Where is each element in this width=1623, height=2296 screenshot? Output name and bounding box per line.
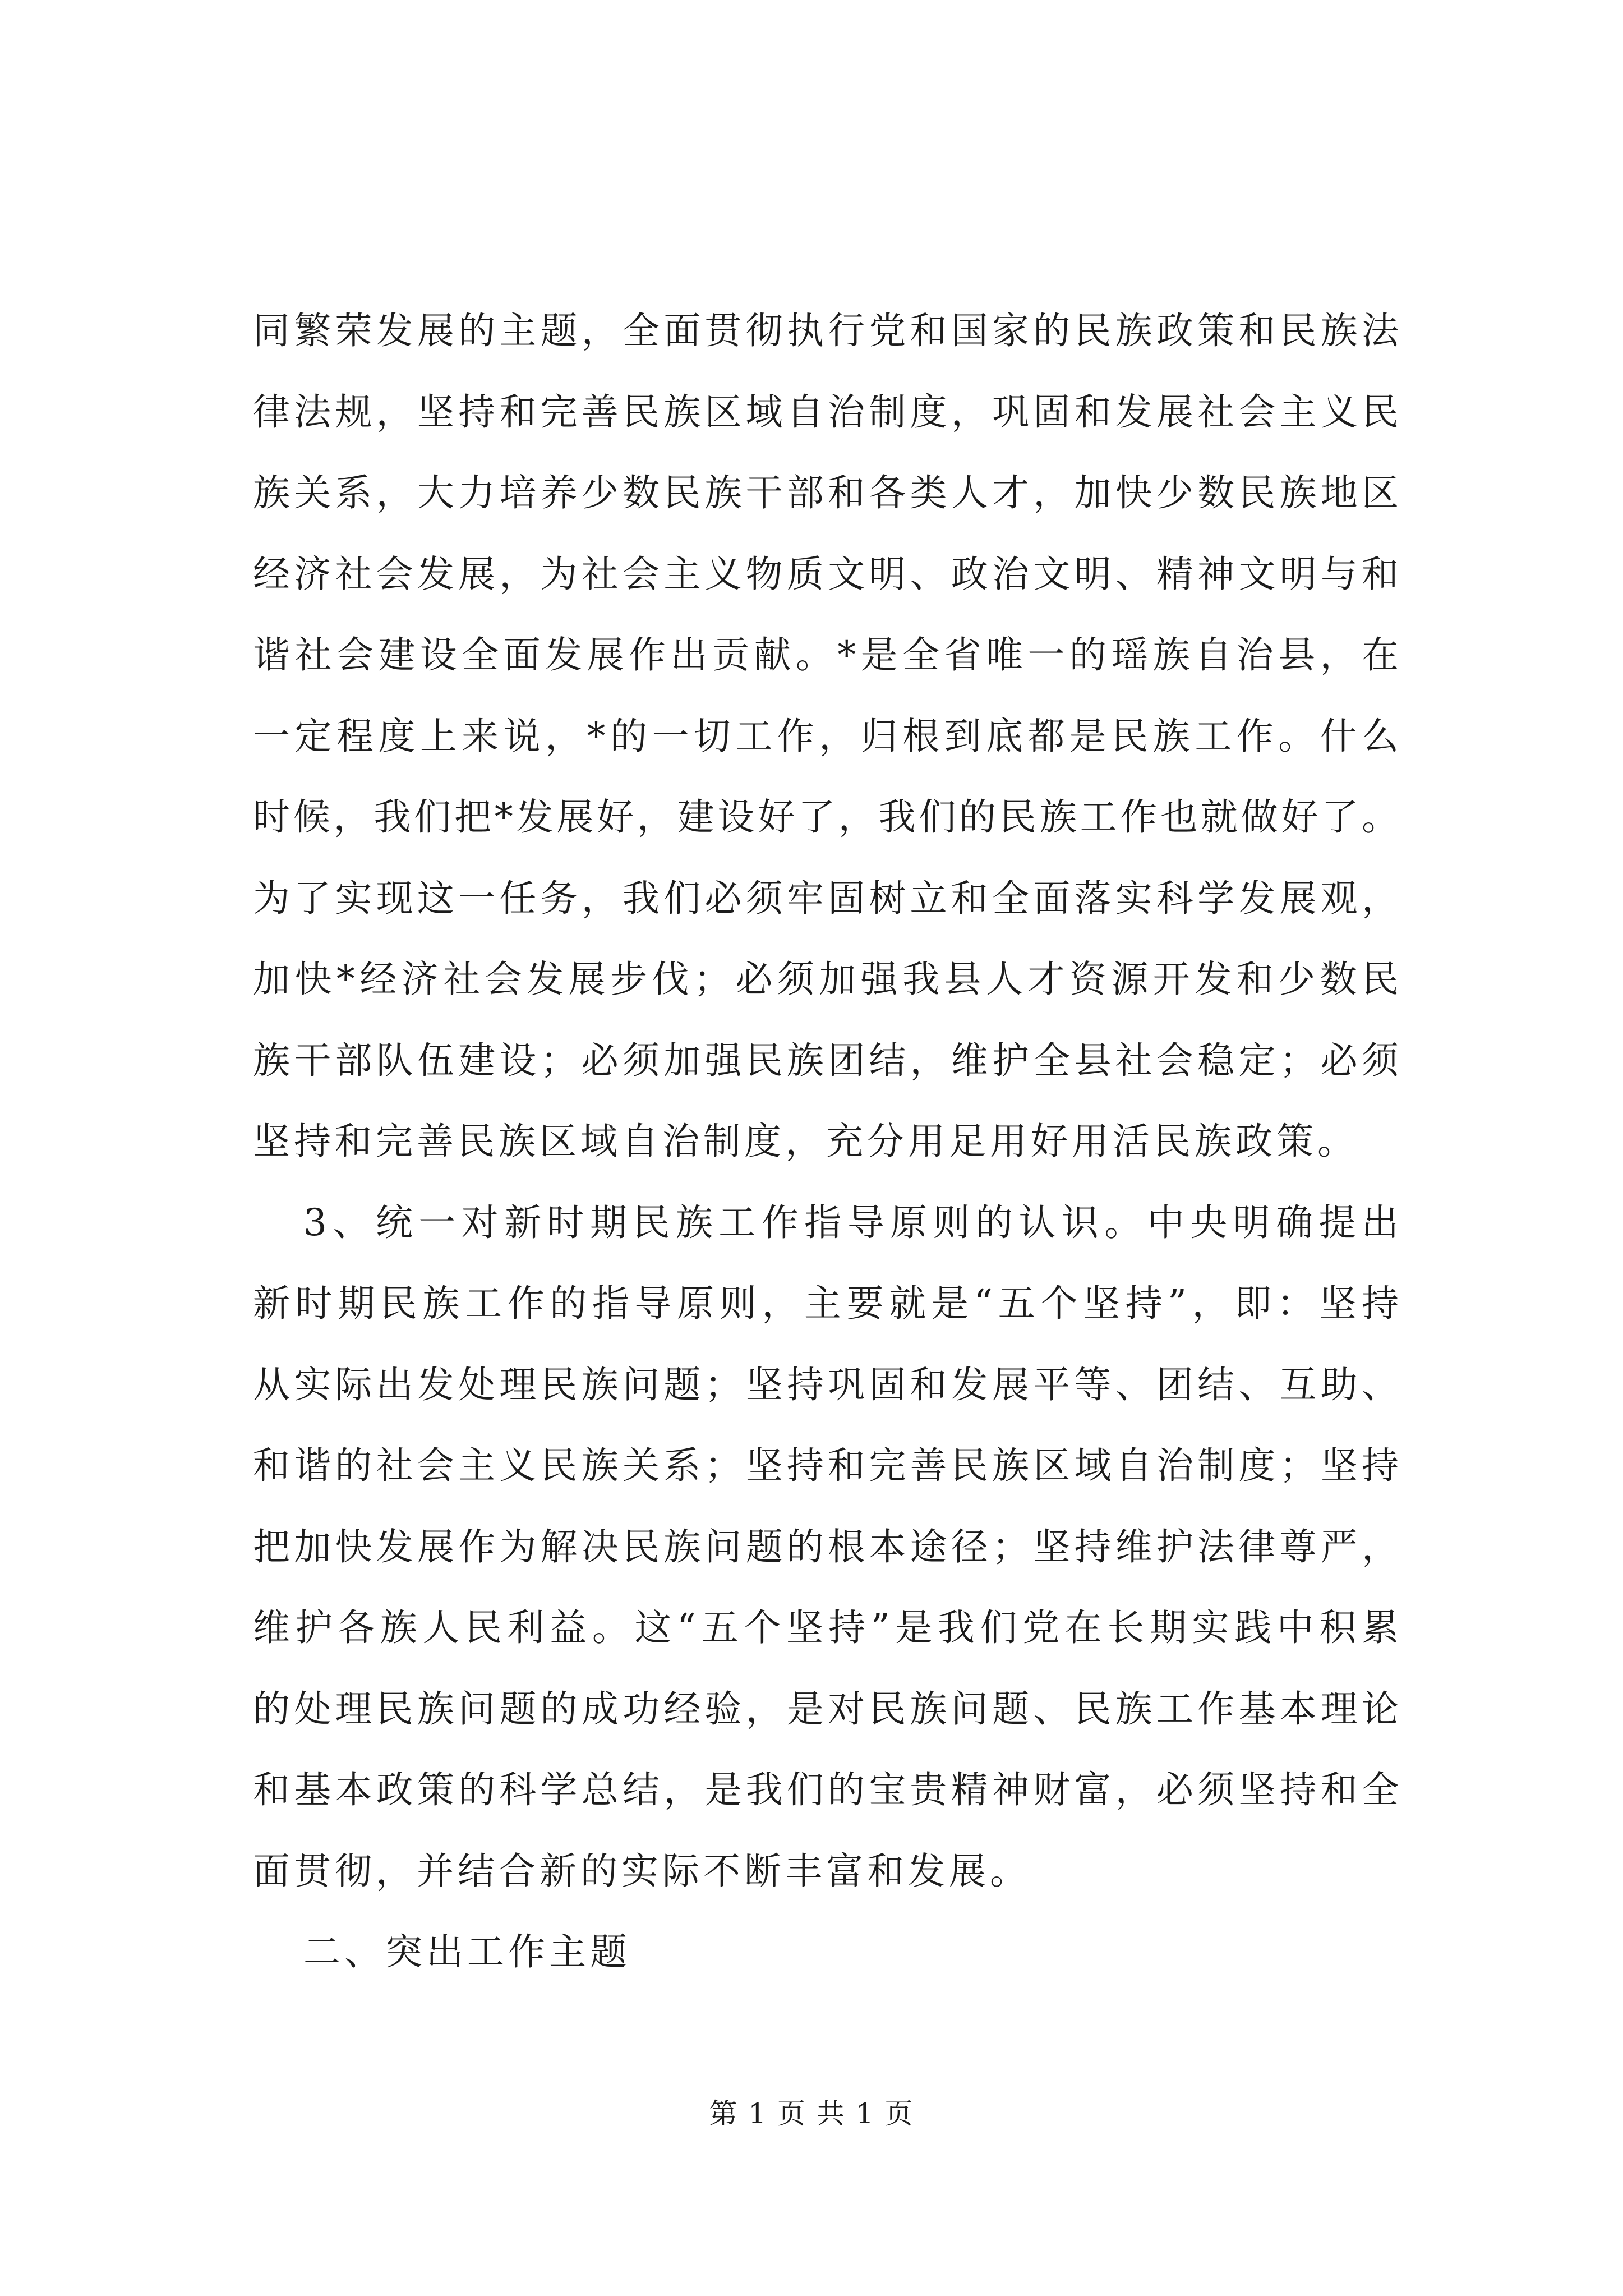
section-heading-text: 二、突出工作主题	[303, 1930, 631, 1973]
text-line: 为了实现这一任务，我们必须牢固树立和全面落实科学发展观，	[253, 876, 1399, 920]
text-line: 的处理民族问题的成功经验，是对民族问题、民族工作基本理论	[253, 1687, 1399, 1731]
text-line: 族关系，大力培养少数民族干部和各类人才，加快少数民族地区	[253, 471, 1399, 514]
text-line: 和基本政策的科学总结，是我们的宝贵精神财富，必须坚持和全	[253, 1768, 1399, 1811]
text-line: 时候，我们把*发展好，建设好了，我们的民族工作也就做好了。	[253, 795, 1399, 839]
document-body	[253, 291, 1399, 1993]
text-line: 维护各族人民利益。这“五个坚持”是我们党在长期实践中积累	[253, 1606, 1399, 1649]
paragraph-continuation	[253, 291, 1399, 1182]
text-line: 坚持和完善民族区域自治制度，充分用足用好用活民族政策。	[253, 1120, 1358, 1163]
text-line: 3、统一对新时期民族工作指导原则的认识。中央明确提出	[303, 1200, 1399, 1244]
section-heading	[253, 1912, 1399, 1993]
text-line: 新时期民族工作的指导原则，主要就是“五个坚持”，即：坚持	[253, 1282, 1399, 1325]
text-line: 把加快发展作为解决民族问题的根本途径；坚持维护法律尊严，	[253, 1525, 1399, 1568]
text-line: 律法规，坚持和完善民族区域自治制度，巩固和发展社会主义民	[253, 390, 1399, 434]
paragraph-guiding-principles	[253, 1182, 1399, 1912]
page-footer: 第 1 页 共 1 页	[709, 2097, 914, 2130]
text-line: 同繁荣发展的主题，全面贯彻执行党和国家的民族政策和民族法	[253, 309, 1399, 352]
text-line: 面贯彻，并结合新的实际不断丰富和发展。	[253, 1849, 1031, 1893]
text-line: 谐社会建设全面发展作出贡献。*是全省唯一的瑶族自治县，在	[253, 633, 1399, 677]
text-line: 加快*经济社会发展步伐；必须加强我县人才资源开发和少数民	[253, 958, 1399, 1001]
text-line: 从实际出发处理民族问题；坚持巩固和发展平等、团结、互助、	[253, 1363, 1399, 1406]
text-line: 族干部队伍建设；必须加强民族团结，维护全县社会稳定；必须	[253, 1038, 1399, 1082]
text-line: 一定程度上来说，*的一切工作，归根到底都是民族工作。什么	[253, 714, 1399, 758]
text-line: 经济社会发展，为社会主义物质文明、政治文明、精神文明与和	[253, 552, 1399, 596]
text-line: 和谐的社会主义民族关系；坚持和完善民族区域自治制度；坚持	[253, 1444, 1399, 1487]
